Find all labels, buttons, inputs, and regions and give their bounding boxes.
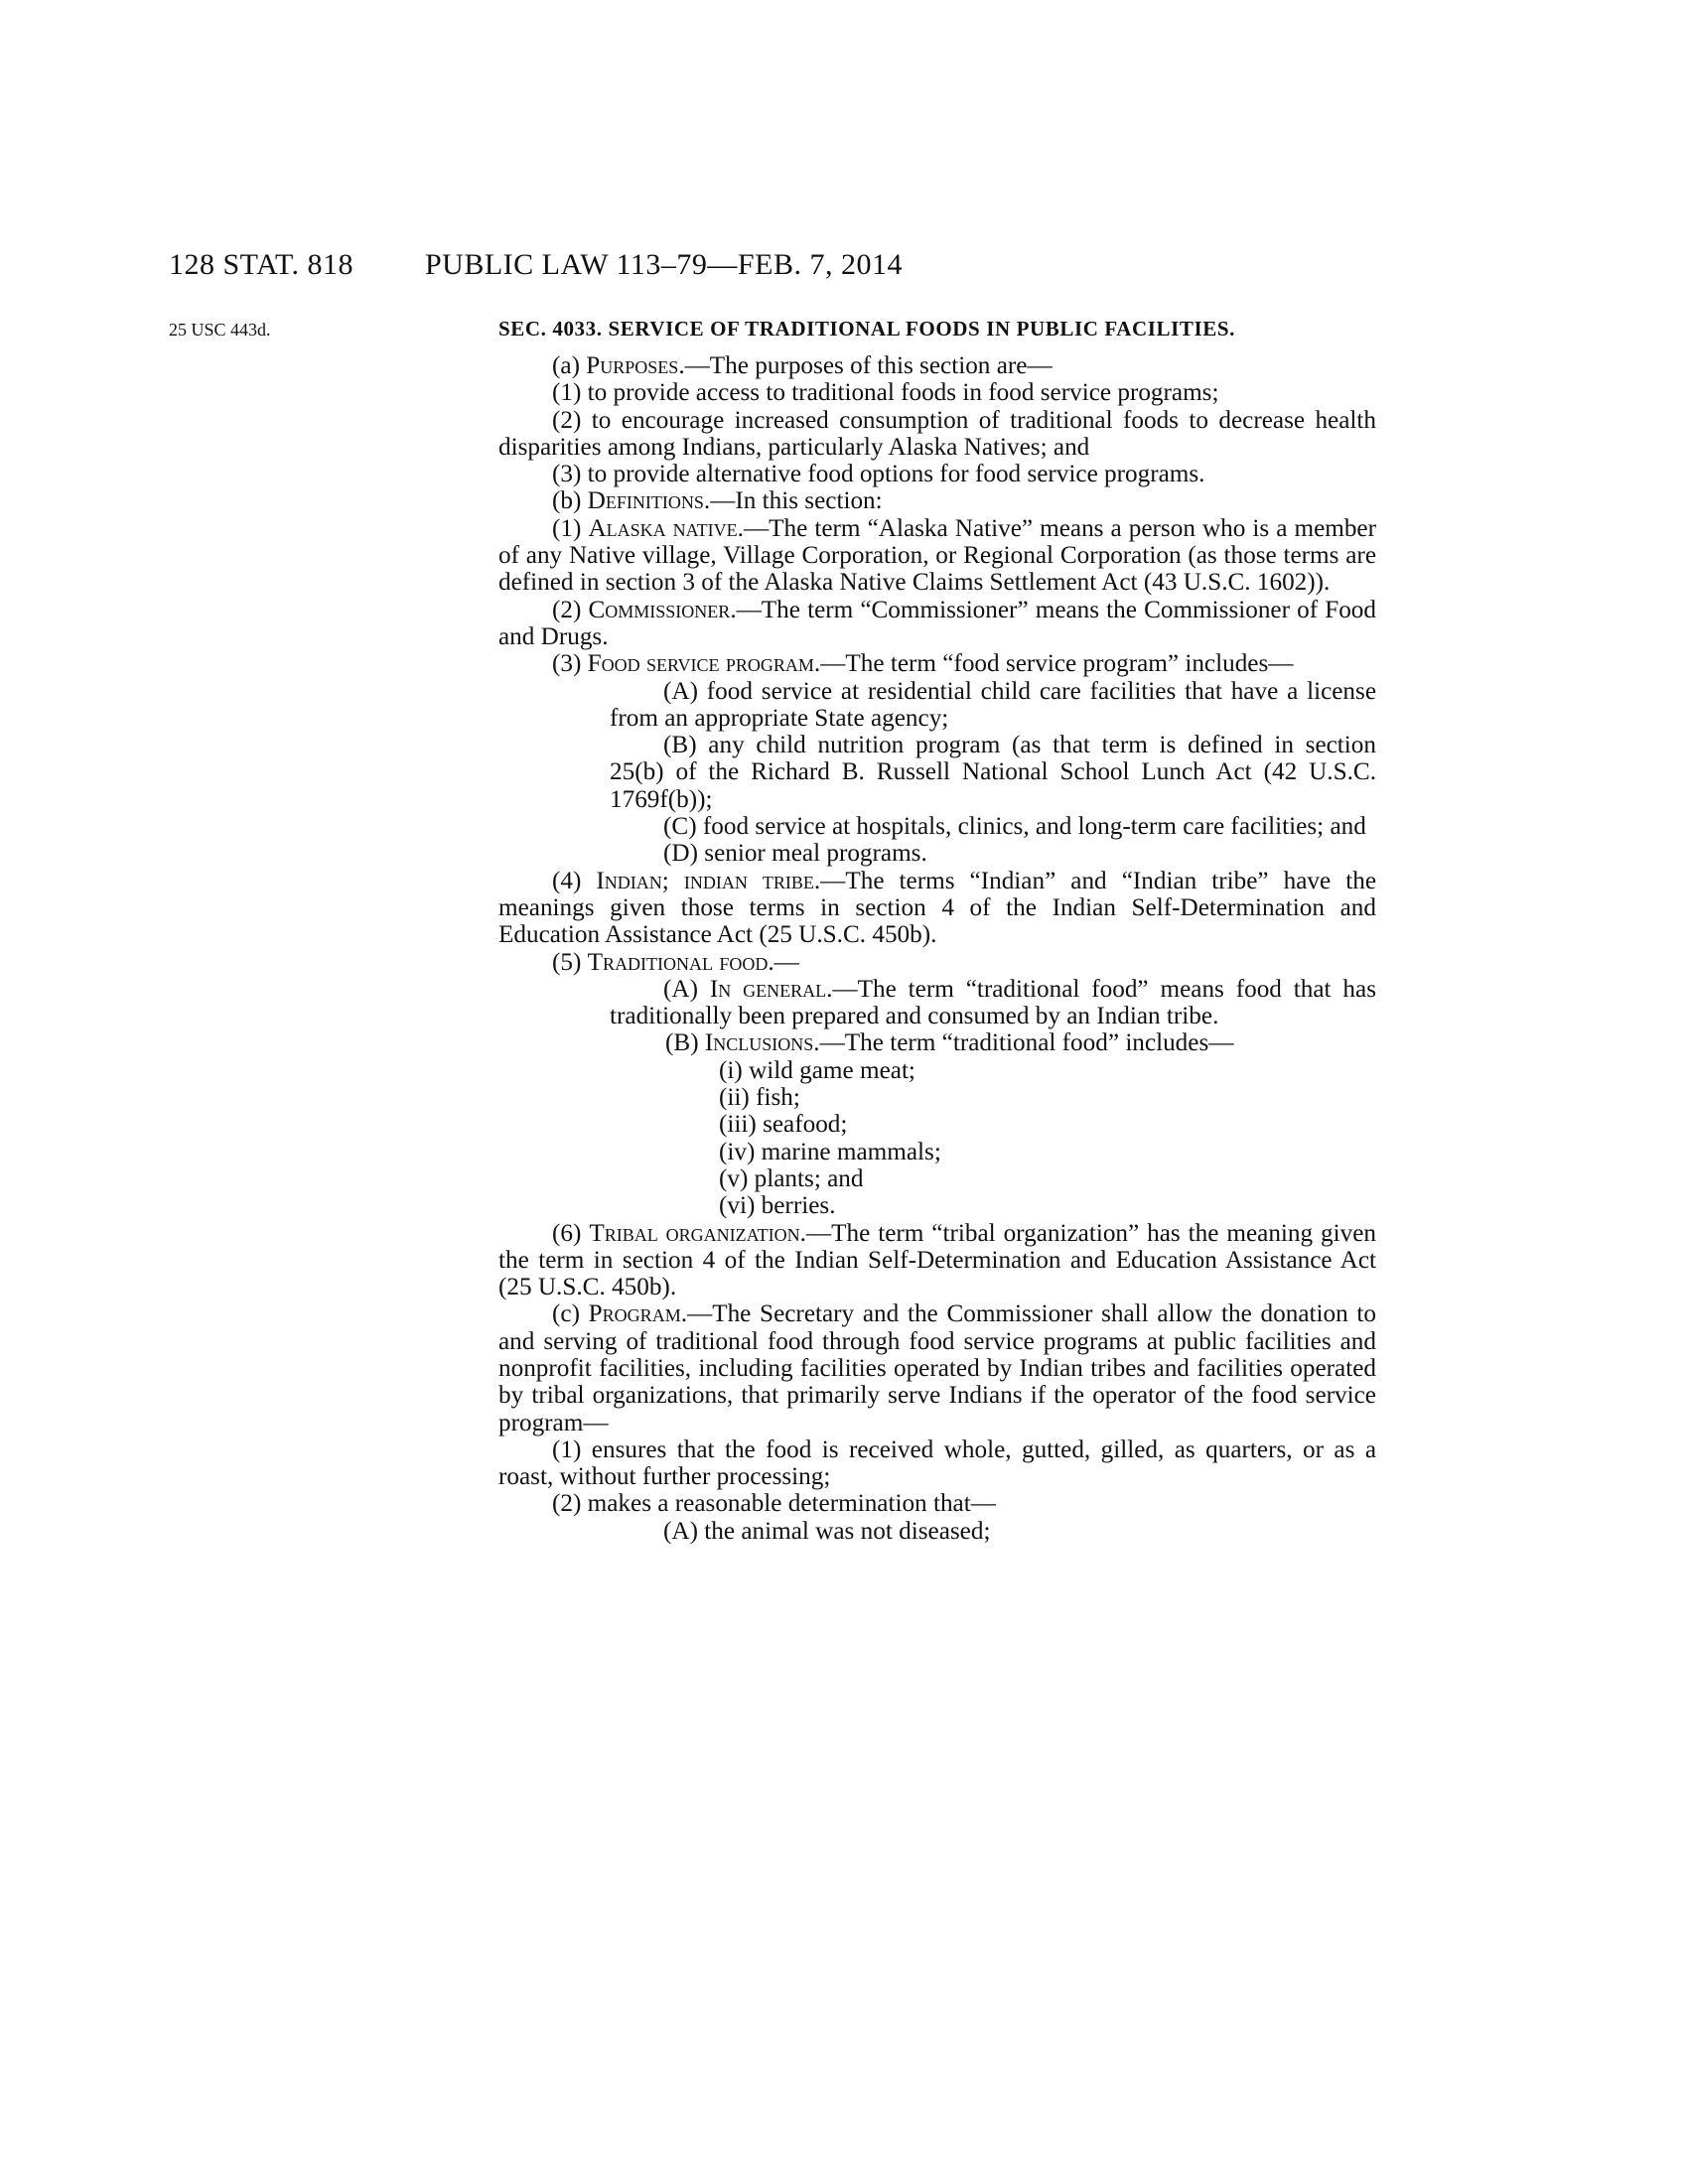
text: .— bbox=[768, 948, 799, 976]
text: .—In this section: bbox=[703, 487, 883, 515]
label: (A) bbox=[663, 975, 710, 1003]
clause-ii: (ii) fish; bbox=[719, 1084, 800, 1112]
subparagraph-caption: In general bbox=[709, 975, 827, 1003]
subsection-caption: Program bbox=[588, 1300, 681, 1328]
subparagraph-b3B: (B) any child nutrition program (as that term is defined in section 25(b) of the Richard B. Russell National School Lunch Act (42 U.S.C. 1769f(b)); bbox=[610, 732, 1376, 813]
label: (6) bbox=[552, 1219, 590, 1247]
label: (1) bbox=[552, 514, 589, 542]
label: (4) bbox=[552, 867, 597, 894]
paragraph-caption: Indian; indian tribe bbox=[596, 867, 814, 894]
clause-i: (i) wild game meat; bbox=[719, 1056, 915, 1084]
text: .—The terms “Indian” and “Indian tribe” have the meanings given those terms in section 4 of the Indian Self-Determination and Education Assistance Act (25 U.S.C. 450b). bbox=[498, 867, 1376, 949]
text: .—The purposes of this section are— bbox=[678, 352, 1053, 379]
text: .—The term “Commissioner” means the Commissioner of Food and Drugs. bbox=[498, 596, 1376, 650]
subparagraph-b3A: (A) food service at residential child care facilities that have a license from an appropriate State agency; bbox=[610, 677, 1376, 732]
subparagraph-b5A bbox=[498, 976, 1376, 1030]
subparagraph-c2A: (A) the animal was not diseased; bbox=[663, 1517, 991, 1545]
text: .—The term “food service program” includes— bbox=[813, 650, 1294, 678]
label: (c) bbox=[552, 1300, 589, 1328]
paragraph-a1: (1) to provide access to traditional foods in food service programs; bbox=[552, 379, 1219, 407]
paragraph-a3: (3) to provide alternative food options for food service programs. bbox=[552, 461, 1205, 488]
subsection-c bbox=[498, 1300, 1376, 1435]
label: (2) bbox=[552, 596, 589, 623]
subparagraph-b5B bbox=[498, 1029, 1376, 1056]
margin-citation: 25 USC 443d. bbox=[169, 320, 271, 340]
text: .—The Secretary and the Commissioner shall allow the donation to and serving of traditional food through food service programs at public facilities and nonprofit facilities, including facilities operated by Indian tribes and facilities operated by tribal organizations, that primarily serve Indians if the operator of the food service program— bbox=[498, 1300, 1376, 1436]
clause-v: (v) plants; and bbox=[719, 1164, 864, 1192]
subparagraph-b3C: (C) food service at hospitals, clinics, and long-term care facilities; and bbox=[663, 813, 1366, 841]
clause-vi: (vi) berries. bbox=[719, 1192, 836, 1220]
document-body bbox=[498, 314, 1376, 1545]
subsection-a bbox=[498, 352, 1376, 379]
clause-iii: (iii) seafood; bbox=[719, 1111, 848, 1139]
section-heading: SEC. 4033. SERVICE OF TRADITIONAL FOODS IN PUBLIC FACILITIES. bbox=[498, 317, 1236, 341]
subsection-b bbox=[498, 487, 1376, 514]
paragraph-caption: Food service program bbox=[587, 650, 814, 678]
paragraph-caption: Tribal organization bbox=[589, 1219, 800, 1247]
paragraph-caption: Traditional food bbox=[587, 948, 769, 976]
subparagraph-caption: Inclusions bbox=[704, 1029, 814, 1057]
paragraph-b4 bbox=[498, 868, 1376, 949]
clause-iv: (iv) marine mammals; bbox=[719, 1138, 941, 1165]
paragraph-caption: Alaska native bbox=[588, 514, 738, 542]
paragraph-b2 bbox=[498, 597, 1376, 651]
paragraph-c2: (2) makes a reasonable determination that— bbox=[552, 1490, 996, 1518]
paragraph-b5 bbox=[498, 949, 1376, 976]
paragraph-c1: (1) ensures that the food is received whole, gutted, gilled, as quarters, or as a roast, without further processing; bbox=[498, 1435, 1376, 1491]
paragraph-b6 bbox=[498, 1220, 1376, 1301]
text: .—The term “Alaska Native” means a person who is a member of any Native village, Village Corporation, or Regional Corporation (as those terms are defined in section 3 of the Alaska Native Claims Settlement Act (43 U.S.C. 1602)). bbox=[498, 514, 1376, 597]
label: (b) bbox=[552, 487, 588, 515]
page-number: 128 STAT. 818 bbox=[169, 248, 354, 281]
running-header-title: PUBLIC LAW 113–79—FEB. 7, 2014 bbox=[425, 248, 903, 281]
text: .—The term “tribal organization” has the meaning given the term in section 4 of the Indian Self-Determination and Education Assistance Act (25 U.S.C. 450b). bbox=[498, 1219, 1376, 1301]
label: (B) bbox=[665, 1029, 705, 1057]
label: (3) bbox=[552, 650, 588, 678]
text: .—The term “traditional food” includes— bbox=[813, 1029, 1234, 1057]
paragraph-caption: Commissioner bbox=[588, 596, 731, 623]
paragraph-b1 bbox=[498, 515, 1376, 597]
text: .—The term “traditional food” means food that has traditionally been prepared and consumed by an Indian tribe. bbox=[610, 975, 1377, 1030]
paragraph-a2: (2) to encourage increased consumption of traditional foods to decrease health disparities among Indians, particularly Alaska Natives; and bbox=[498, 406, 1376, 461]
label: (5) bbox=[552, 948, 588, 976]
paragraph-b3 bbox=[498, 650, 1376, 677]
label: (a) bbox=[552, 352, 587, 379]
subsection-caption: Definitions bbox=[587, 487, 704, 515]
subsection-caption: Purposes bbox=[586, 352, 679, 379]
subparagraph-b3D: (D) senior meal programs. bbox=[663, 840, 927, 868]
